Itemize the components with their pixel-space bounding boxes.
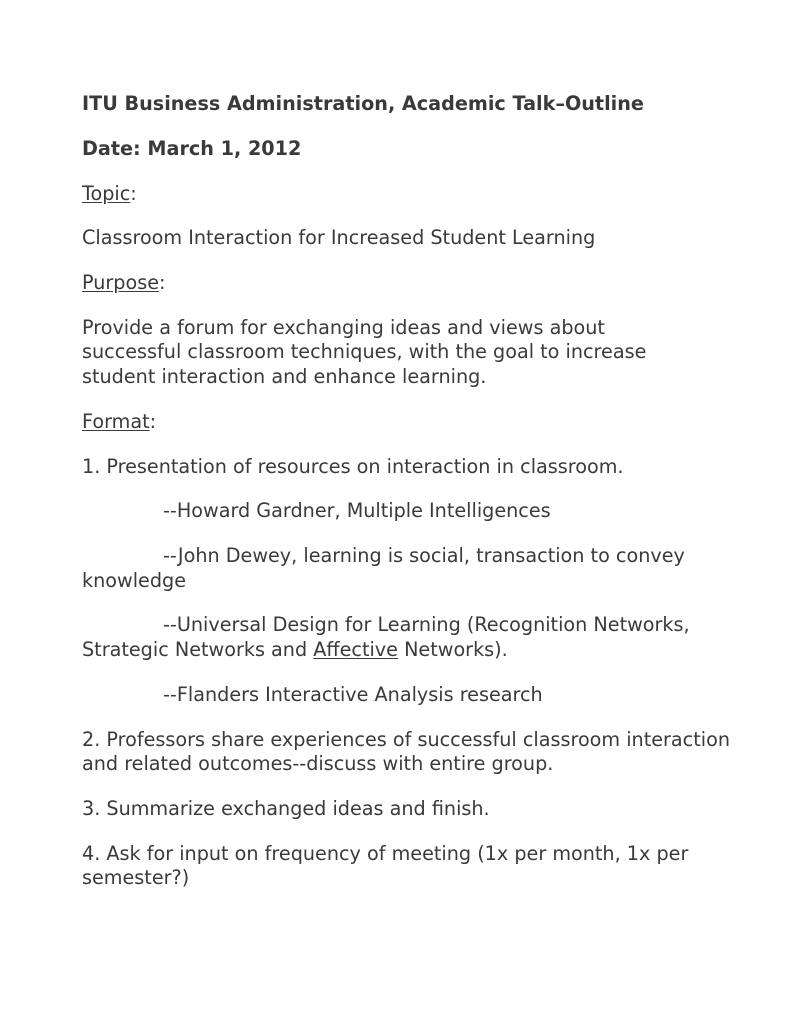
format-subitem-gardner: --Howard Gardner, Multiple Intelligences (163, 499, 551, 523)
format-item-2: 2. Professors share experiences of successful classroom interaction and related outcomes--discuss with entire group. (82, 727, 730, 776)
purpose-text: Provide a forum for exchanging ideas and views about successful classroom techniques, with the goal to increase student interaction and enhance learning. (82, 315, 647, 388)
topic-heading (82, 182, 732, 207)
udl-text-after: Networks). (397, 637, 508, 661)
purpose-colon: : (159, 271, 166, 295)
purpose-label: Purpose (82, 271, 160, 295)
format-subitem-flanders: --Flanders Interactive Analysis research (163, 682, 543, 706)
format-item-1: 1. Presentation of resources on interaction in classroom. (82, 454, 624, 478)
format-item-3: 3. Summarize exchanged ideas and finish. (82, 796, 490, 820)
format-subitem-udl (82, 613, 732, 662)
format-label: Format (82, 409, 150, 433)
format-subitem-dewey: --John Dewey, learning is social, transaction to convey knowledge (82, 544, 685, 592)
format-item-4: 4. Ask for input on frequency of meeting (1x per month, 1x per semester?) (82, 841, 689, 890)
document-title: ITU Business Administration, Academic Talk–Outline (82, 92, 644, 115)
topic-text: Classroom Interaction for Increased Student Learning (82, 226, 596, 250)
purpose-heading (82, 271, 732, 296)
affective-link: Affective (313, 637, 398, 661)
document-date: Date: March 1, 2012 (82, 136, 302, 160)
format-heading (82, 410, 732, 435)
topic-colon: : (130, 181, 137, 205)
format-colon: : (149, 409, 157, 433)
topic-label: Topic (82, 181, 131, 205)
udl-text-before: --Universal Design for Learning (Recognition Networks, Strategic Networks and (82, 613, 690, 661)
document-page (82, 92, 732, 911)
